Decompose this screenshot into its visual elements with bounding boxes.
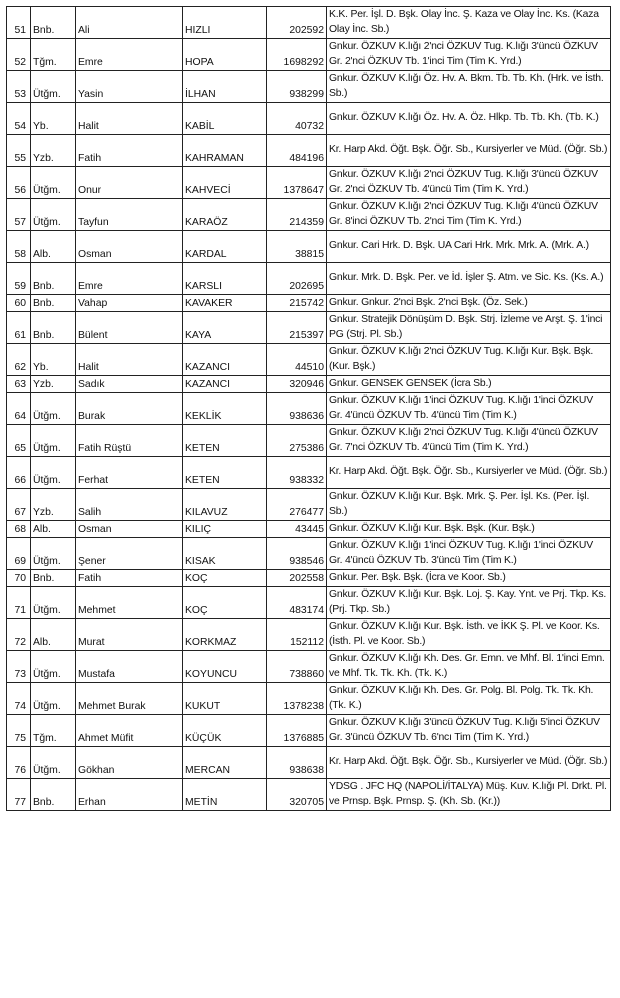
registry-number-cell: 44510 — [267, 344, 327, 376]
unit-cell: Gnkur. ÖZKUV K.lığı 2'nci ÖZKUV Tug. K.lığı 3'üncü ÖZKUV Gr. 2'nci ÖZKUV Tb. 1'inci Tim (Tim K. Yrd.) — [327, 39, 611, 71]
table-row — [7, 425, 611, 457]
registry-number-cell: 320946 — [267, 376, 327, 393]
first-name-cell: Halit — [76, 344, 183, 376]
registry-number-cell: 215397 — [267, 312, 327, 344]
row-number: 53 — [7, 71, 31, 103]
personnel-table — [6, 6, 611, 811]
registry-number-cell: 320705 — [267, 779, 327, 811]
table-row — [7, 457, 611, 489]
unit-cell: Gnkur. ÖZKUV K.lığı Kur. Bşk. Mrk. Ş. Per. İşl. Ks. (Per. İşl. Sb.) — [327, 489, 611, 521]
registry-number-cell: 276477 — [267, 489, 327, 521]
first-name-cell: Erhan — [76, 779, 183, 811]
registry-number-cell: 214359 — [267, 199, 327, 231]
row-number: 62 — [7, 344, 31, 376]
rank-cell: Bnb. — [31, 312, 76, 344]
last-name-cell: KETEN — [183, 457, 267, 489]
table-row — [7, 747, 611, 779]
first-name-cell: Mehmet — [76, 587, 183, 619]
last-name-cell: KISAK — [183, 538, 267, 570]
rank-cell: Bnb. — [31, 263, 76, 295]
last-name-cell: KILAVUZ — [183, 489, 267, 521]
rank-cell: Alb. — [31, 619, 76, 651]
first-name-cell: Ahmet Müfit — [76, 715, 183, 747]
table-row — [7, 199, 611, 231]
rank-cell: Ütğm. — [31, 651, 76, 683]
registry-number-cell: 938638 — [267, 747, 327, 779]
unit-cell: Kr. Harp Akd. Öğt. Bşk. Öğr. Sb., Kursiyerler ve Müd. (Öğr. Sb.) — [327, 135, 611, 167]
table-row — [7, 135, 611, 167]
table-row — [7, 376, 611, 393]
first-name-cell: Şener — [76, 538, 183, 570]
row-number: 74 — [7, 683, 31, 715]
last-name-cell: HOPA — [183, 39, 267, 71]
first-name-cell: Mustafa — [76, 651, 183, 683]
rank-cell: Alb. — [31, 231, 76, 263]
unit-cell: Kr. Harp Akd. Öğt. Bşk. Öğr. Sb., Kursiyerler ve Müd. (Öğr. Sb.) — [327, 457, 611, 489]
last-name-cell: KUKUT — [183, 683, 267, 715]
unit-cell: Gnkur. ÖZKUV K.lığı Kur. Bşk. İsth. ve İKK Ş. Pl. ve Koor. Ks. (İsth. Pl. ve Koor. Sb.) — [327, 619, 611, 651]
table-row — [7, 619, 611, 651]
unit-cell: Kr. Harp Akd. Öğt. Bşk. Öğr. Sb., Kursiyerler ve Müd. (Öğr. Sb.) — [327, 747, 611, 779]
table-row — [7, 71, 611, 103]
unit-cell: Gnkur. ÖZKUV K.lığı Öz. Hv. A. Öz. Hlkp. Tb. Tb. Kh. (Tb. K.) — [327, 103, 611, 135]
row-number: 76 — [7, 747, 31, 779]
registry-number-cell: 483174 — [267, 587, 327, 619]
rank-cell: Bnb. — [31, 570, 76, 587]
registry-number-cell: 152112 — [267, 619, 327, 651]
table-row — [7, 312, 611, 344]
rank-cell: Ütğm. — [31, 393, 76, 425]
unit-cell: K.K. Per. İşl. D. Bşk. Olay İnc. Ş. Kaza ve Olay İnc. Ks. (Kaza Olay İnc. Sb.) — [327, 7, 611, 39]
first-name-cell: Gökhan — [76, 747, 183, 779]
row-number: 66 — [7, 457, 31, 489]
table-row — [7, 231, 611, 263]
unit-cell: Gnkur. ÖZKUV K.lığı Kur. Bşk. Bşk. (Kur. Bşk.) — [327, 521, 611, 538]
registry-number-cell: 1378647 — [267, 167, 327, 199]
row-number: 70 — [7, 570, 31, 587]
rank-cell: Yb. — [31, 344, 76, 376]
first-name-cell: Fatih — [76, 570, 183, 587]
registry-number-cell: 938332 — [267, 457, 327, 489]
first-name-cell: Yasin — [76, 71, 183, 103]
table-row — [7, 715, 611, 747]
table-row — [7, 344, 611, 376]
unit-cell: Gnkur. Stratejik Dönüşüm D. Bşk. Strj. İzleme ve Arşt. Ş. 1'inci PG (Strj. Pl. Sb.) — [327, 312, 611, 344]
row-number: 52 — [7, 39, 31, 71]
row-number: 63 — [7, 376, 31, 393]
row-number: 61 — [7, 312, 31, 344]
registry-number-cell: 215742 — [267, 295, 327, 312]
last-name-cell: MERCAN — [183, 747, 267, 779]
registry-number-cell: 40732 — [267, 103, 327, 135]
first-name-cell: Salih — [76, 489, 183, 521]
unit-cell: Gnkur. ÖZKUV K.lığı Kh. Des. Gr. Emn. ve Mhf. Bl. 1'inci Emn. ve Mhf. Tk. Tk. Kh. (Tk. K.) — [327, 651, 611, 683]
rank-cell: Yzb. — [31, 135, 76, 167]
last-name-cell: KÜÇÜK — [183, 715, 267, 747]
registry-number-cell: 938299 — [267, 71, 327, 103]
row-number: 60 — [7, 295, 31, 312]
first-name-cell: Emre — [76, 39, 183, 71]
registry-number-cell: 1376885 — [267, 715, 327, 747]
table-row — [7, 587, 611, 619]
row-number: 51 — [7, 7, 31, 39]
table-row — [7, 39, 611, 71]
unit-cell: Gnkur. ÖZKUV K.lığı 1'inci ÖZKUV Tug. K.lığı 1'inci ÖZKUV Gr. 4'üncü ÖZKUV Tb. 4'üncü Tim (Tim K.) — [327, 393, 611, 425]
row-number: 55 — [7, 135, 31, 167]
first-name-cell: Osman — [76, 521, 183, 538]
table-row — [7, 263, 611, 295]
first-name-cell: Sadık — [76, 376, 183, 393]
unit-cell: Gnkur. ÖZKUV K.lığı 2'nci ÖZKUV Tug. K.lığı Kur. Bşk. Bşk. (Kur. Bşk.) — [327, 344, 611, 376]
row-number: 54 — [7, 103, 31, 135]
first-name-cell: Mehmet Burak — [76, 683, 183, 715]
last-name-cell: KAZANCI — [183, 344, 267, 376]
first-name-cell: Osman — [76, 231, 183, 263]
row-number: 68 — [7, 521, 31, 538]
rank-cell: Ütğm. — [31, 538, 76, 570]
last-name-cell: KAYA — [183, 312, 267, 344]
last-name-cell: KARDAL — [183, 231, 267, 263]
rank-cell: Bnb. — [31, 295, 76, 312]
table-row — [7, 521, 611, 538]
last-name-cell: KAHRAMAN — [183, 135, 267, 167]
first-name-cell: Onur — [76, 167, 183, 199]
rank-cell: Alb. — [31, 521, 76, 538]
unit-cell: YDSG . JFC HQ (NAPOLİ/İTALYA) Müş. Kuv. K.lığı Pl. Drkt. Pl. ve Prnsp. Bşk. Prnsp. Ş. (Kh. Sb. (Kr.)) — [327, 779, 611, 811]
row-number: 64 — [7, 393, 31, 425]
registry-number-cell: 1378238 — [267, 683, 327, 715]
rank-cell: Tğm. — [31, 39, 76, 71]
registry-number-cell: 202695 — [267, 263, 327, 295]
row-number: 67 — [7, 489, 31, 521]
registry-number-cell: 484196 — [267, 135, 327, 167]
first-name-cell: Bülent — [76, 312, 183, 344]
unit-cell: Gnkur. GENSEK GENSEK (İcra Sb.) — [327, 376, 611, 393]
last-name-cell: HIZLI — [183, 7, 267, 39]
unit-cell: Gnkur. Per. Bşk. Bşk. (İcra ve Koor. Sb.) — [327, 570, 611, 587]
last-name-cell: KARAÖZ — [183, 199, 267, 231]
registry-number-cell: 738860 — [267, 651, 327, 683]
row-number: 58 — [7, 231, 31, 263]
table-row — [7, 538, 611, 570]
unit-cell: Gnkur. Gnkur. 2'nci Bşk. 2'nci Bşk. (Öz. Sek.) — [327, 295, 611, 312]
row-number: 56 — [7, 167, 31, 199]
unit-cell: Gnkur. ÖZKUV K.lığı 2'nci ÖZKUV Tug. K.lığı 4'üncü ÖZKUV Gr. 7'nci ÖZKUV Tb. 4'üncü Tim (Tim K. Yrd.) — [327, 425, 611, 457]
registry-number-cell: 202558 — [267, 570, 327, 587]
rank-cell: Ütğm. — [31, 425, 76, 457]
first-name-cell: Halit — [76, 103, 183, 135]
unit-cell: Gnkur. ÖZKUV K.lığı Öz. Hv. A. Bkm. Tb. Tb. Kh. (Hrk. ve İsth. Sb.) — [327, 71, 611, 103]
rank-cell: Ütğm. — [31, 199, 76, 231]
first-name-cell: Emre — [76, 263, 183, 295]
unit-cell: Gnkur. ÖZKUV K.lığı Kh. Des. Gr. Polg. Bl. Polg. Tk. Tk. Kh. (Tk. K.) — [327, 683, 611, 715]
last-name-cell: KETEN — [183, 425, 267, 457]
last-name-cell: KAVAKER — [183, 295, 267, 312]
rank-cell: Ütğm. — [31, 683, 76, 715]
last-name-cell: KAHVECİ — [183, 167, 267, 199]
unit-cell: Gnkur. ÖZKUV K.lığı 2'nci ÖZKUV Tug. K.lığı 4'üncü ÖZKUV Gr. 8'inci ÖZKUV Tb. 2'nci Tim (Tim K. Yrd.) — [327, 199, 611, 231]
last-name-cell: İLHAN — [183, 71, 267, 103]
table-row — [7, 295, 611, 312]
table-row — [7, 651, 611, 683]
last-name-cell: KAZANCI — [183, 376, 267, 393]
rank-cell: Tğm. — [31, 715, 76, 747]
row-number: 75 — [7, 715, 31, 747]
row-number: 77 — [7, 779, 31, 811]
row-number: 69 — [7, 538, 31, 570]
table-row — [7, 683, 611, 715]
unit-cell: Gnkur. Cari Hrk. D. Bşk. UA Cari Hrk. Mrk. Mrk. A. (Mrk. A.) — [327, 231, 611, 263]
table-row — [7, 779, 611, 811]
unit-cell: Gnkur. ÖZKUV K.lığı 2'nci ÖZKUV Tug. K.lığı 3'üncü ÖZKUV Gr. 2'nci ÖZKUV Tb. 4'üncü Tim (Tim K. Yrd.) — [327, 167, 611, 199]
rank-cell: Ütğm. — [31, 587, 76, 619]
registry-number-cell: 43445 — [267, 521, 327, 538]
unit-cell: Gnkur. ÖZKUV K.lığı 3'üncü ÖZKUV Tug. K.lığı 5'inci ÖZKUV Gr. 3'üncü ÖZKUV Tb. 6'ncı Tim (Tim K. Yrd.) — [327, 715, 611, 747]
last-name-cell: KORKMAZ — [183, 619, 267, 651]
last-name-cell: KILIÇ — [183, 521, 267, 538]
row-number: 65 — [7, 425, 31, 457]
rank-cell: Ütğm. — [31, 71, 76, 103]
last-name-cell: KARSLI — [183, 263, 267, 295]
table-row — [7, 103, 611, 135]
rank-cell: Bnb. — [31, 7, 76, 39]
registry-number-cell: 938546 — [267, 538, 327, 570]
registry-number-cell: 275386 — [267, 425, 327, 457]
unit-cell: Gnkur. ÖZKUV K.lığı Kur. Bşk. Loj. Ş. Kay. Ynt. ve Prj. Tkp. Ks. (Prj. Tkp. Sb.) — [327, 587, 611, 619]
rank-cell: Yzb. — [31, 489, 76, 521]
row-number: 73 — [7, 651, 31, 683]
rank-cell: Bnb. — [31, 779, 76, 811]
rank-cell: Ütğm. — [31, 457, 76, 489]
row-number: 71 — [7, 587, 31, 619]
first-name-cell: Fatih Rüştü — [76, 425, 183, 457]
first-name-cell: Murat — [76, 619, 183, 651]
rank-cell: Yb. — [31, 103, 76, 135]
first-name-cell: Ferhat — [76, 457, 183, 489]
table-row — [7, 570, 611, 587]
last-name-cell: KOÇ — [183, 570, 267, 587]
first-name-cell: Fatih — [76, 135, 183, 167]
registry-number-cell: 38815 — [267, 231, 327, 263]
registry-number-cell: 1698292 — [267, 39, 327, 71]
registry-number-cell: 938636 — [267, 393, 327, 425]
last-name-cell: KOYUNCU — [183, 651, 267, 683]
row-number: 57 — [7, 199, 31, 231]
first-name-cell: Vahap — [76, 295, 183, 312]
rank-cell: Yzb. — [31, 376, 76, 393]
unit-cell: Gnkur. Mrk. D. Bşk. Per. ve İd. İşler Ş. Atm. ve Sic. Ks. (Ks. A.) — [327, 263, 611, 295]
rank-cell: Ütğm. — [31, 167, 76, 199]
table-row — [7, 393, 611, 425]
first-name-cell: Tayfun — [76, 199, 183, 231]
first-name-cell: Ali — [76, 7, 183, 39]
rank-cell: Ütğm. — [31, 747, 76, 779]
last-name-cell: KEKLİK — [183, 393, 267, 425]
table-row — [7, 489, 611, 521]
personnel-table-body — [7, 7, 611, 811]
row-number: 59 — [7, 263, 31, 295]
unit-cell: Gnkur. ÖZKUV K.lığı 1'inci ÖZKUV Tug. K.lığı 1'inci ÖZKUV Gr. 4'üncü ÖZKUV Tb. 3'üncü Tim (Tim K.) — [327, 538, 611, 570]
last-name-cell: METİN — [183, 779, 267, 811]
first-name-cell: Burak — [76, 393, 183, 425]
last-name-cell: KOÇ — [183, 587, 267, 619]
registry-number-cell: 202592 — [267, 7, 327, 39]
table-row — [7, 7, 611, 39]
table-row — [7, 167, 611, 199]
last-name-cell: KABİL — [183, 103, 267, 135]
row-number: 72 — [7, 619, 31, 651]
